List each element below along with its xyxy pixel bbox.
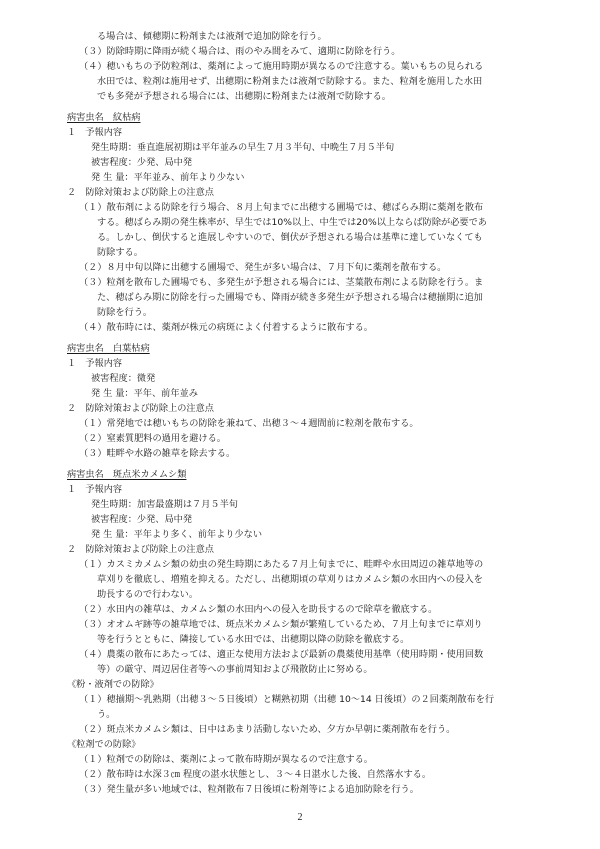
section-heading: 病害虫名 斑点米カメムシ類 <box>67 469 187 480</box>
text-line: 被害程度：微発 <box>91 373 156 384</box>
text-line: （２）散布時は水深３㎝ 程度の湛水状態とし、３～４日湛水した後、自然落水する。 <box>79 769 432 780</box>
text-line: 発生時期：加害最盛期は７月５半旬 <box>91 499 238 510</box>
text-line: 被害程度：少発、局中発 <box>91 514 193 525</box>
section-heading: 病害虫名 白葉枯病 <box>67 343 150 354</box>
text-line: ２ 防除対策および防除上の注意点 <box>67 403 214 414</box>
page-number: 2 <box>297 812 303 823</box>
text-line: 等を行うとともに、隣接している水田では、出穂期以降の防除を徹底する。 <box>97 634 410 645</box>
text-line: ２ 防除対策および防除上の注意点 <box>67 187 214 198</box>
text-line: （２）水田内の雑草は、カメムシ類の水田内への侵入を助長するので除草を徹底する。 <box>79 604 438 615</box>
text-line: 助長するので行わない。 <box>97 589 199 600</box>
text-line: （１）常発地では穂いもちの防除を兼ねて、出穂３～４週間前に粒剤を散布する。 <box>79 418 419 429</box>
text-line: １ 予報内容 <box>67 484 123 495</box>
text-line: （３）オオムギ跡等の雑草地では、斑点米カメムシ類が繁殖しているため、７月上旬までに草刈り <box>79 619 483 630</box>
text-line: （４）農薬の散布にあたっては、適正な使用方法および最新の農薬使用基準（使用時期・使用回数 <box>79 649 484 660</box>
text-line: １ 予報内容 <box>67 127 123 138</box>
text-line: 等）の厳守、周辺居住者等への事前周知および飛散防止に努める。 <box>97 664 373 675</box>
text-line: 防除を行う。 <box>97 307 153 318</box>
text-line: （３）畦畔や水路の雑草を除去する。 <box>79 448 236 459</box>
text-line: でも多発が予想される場合には、出穂期に粉剤または液剤で防除する。 <box>97 91 391 102</box>
text-line: 防除する。 <box>97 247 143 258</box>
text-line: （２）８月中旬以降に出穂する圃場で、発生が多い場合は、７月下旬に薬剤を散布する。 <box>79 262 447 273</box>
text-line: 発 生 量：平年より多く、前年より少ない <box>91 529 263 540</box>
text-line: （２）窒素質肥料の過用を避ける。 <box>79 433 226 444</box>
text-line: （１）穂揃期～乳熟期（出穂３～５日後頃）と糊熟初期（出穂 10～14 日後頃）の２回薬剤散布を行 <box>79 694 495 705</box>
text-line: （４）散布時には、薬剤が株元の病斑によく付着するように散布する。 <box>79 322 373 333</box>
text-line: 発 生 量：平年並み、前年より少ない <box>91 172 245 183</box>
section-heading: 病害虫名 紋枯病 <box>67 112 141 123</box>
text-line: （１）粒剤での防除は、薬剤によって散布時期が異なるので注意する。 <box>79 754 373 765</box>
text-line: 《粒剤での防除》 <box>67 739 141 750</box>
text-line: （２）斑点米カメムシ類は、日中はあまり活動しないため、夕方か早朝に薬剤散布を行う。 <box>79 724 456 735</box>
text-line: 水田では、粒剤は施用せず、出穂期に粉剤または液剤で防除する。また、粒剤を施用した水田 <box>97 76 483 87</box>
text-line: （１）カスミカメムシ類の幼虫の発生時期にあたる７月上旬までに、畦畔や水田周辺の雑草地等の <box>79 559 484 570</box>
text-line: （３）発生量が多い地域では、粒剤散布７日後頃に粉剤等による追加防除を行う。 <box>79 784 419 795</box>
text-line: る場合は、傾穂期に粉剤または液剤で追加防除を行う。 <box>97 31 327 42</box>
text-line: （４）穂いもちの予防粒剤は、薬剤によって施用時期が異なるので注意する。葉いもちの見られる <box>79 61 484 72</box>
text-line: ２ 防除対策および防除上の注意点 <box>67 544 214 555</box>
text-line: 《粉・液剤での防除》 <box>67 679 159 690</box>
text-line: する。穂ばらみ期の発生株率が、早生では10%以上、中生では20%以上ならば防除が必要であ <box>97 217 487 228</box>
text-line: た、穂ばらみ期に防除を行った圃場でも、降雨が続き多発生が予想される場合は穂揃期に追加 <box>97 292 483 303</box>
text-line: 被害程度：少発、局中発 <box>91 157 193 168</box>
text-line: １ 予報内容 <box>67 358 123 369</box>
text-line: 発生時期：垂直進展初期は平年並みの早生７月３半旬、中晩生７月５半旬 <box>91 142 395 153</box>
text-line: う。 <box>97 709 116 720</box>
text-line: （３）防除時期に降雨が続く場合は、雨のやみ間をみて、適期に防除を行う。 <box>79 46 401 57</box>
text-line: 草刈りを徹底し、増殖を抑える。ただし、出穂期頃の草刈りはカメムシ類の水田内への侵入を <box>97 574 483 585</box>
text-line: （３）粒剤を散布した圃場でも、多発生が予想される場合には、茎葉散布剤による防除を行う。ま <box>79 277 484 288</box>
text-line: 発 生 量：平年、前年並み <box>91 388 198 399</box>
text-line: （１）散布剤による防除を行う場合、８月上旬までに出穂する圃場では、穂ばらみ期に薬剤を散布 <box>79 202 484 213</box>
text-line: る。しかし、倒伏すると進展しやすいので、倒伏が予想される場合は基準に達していなくても <box>97 232 483 243</box>
